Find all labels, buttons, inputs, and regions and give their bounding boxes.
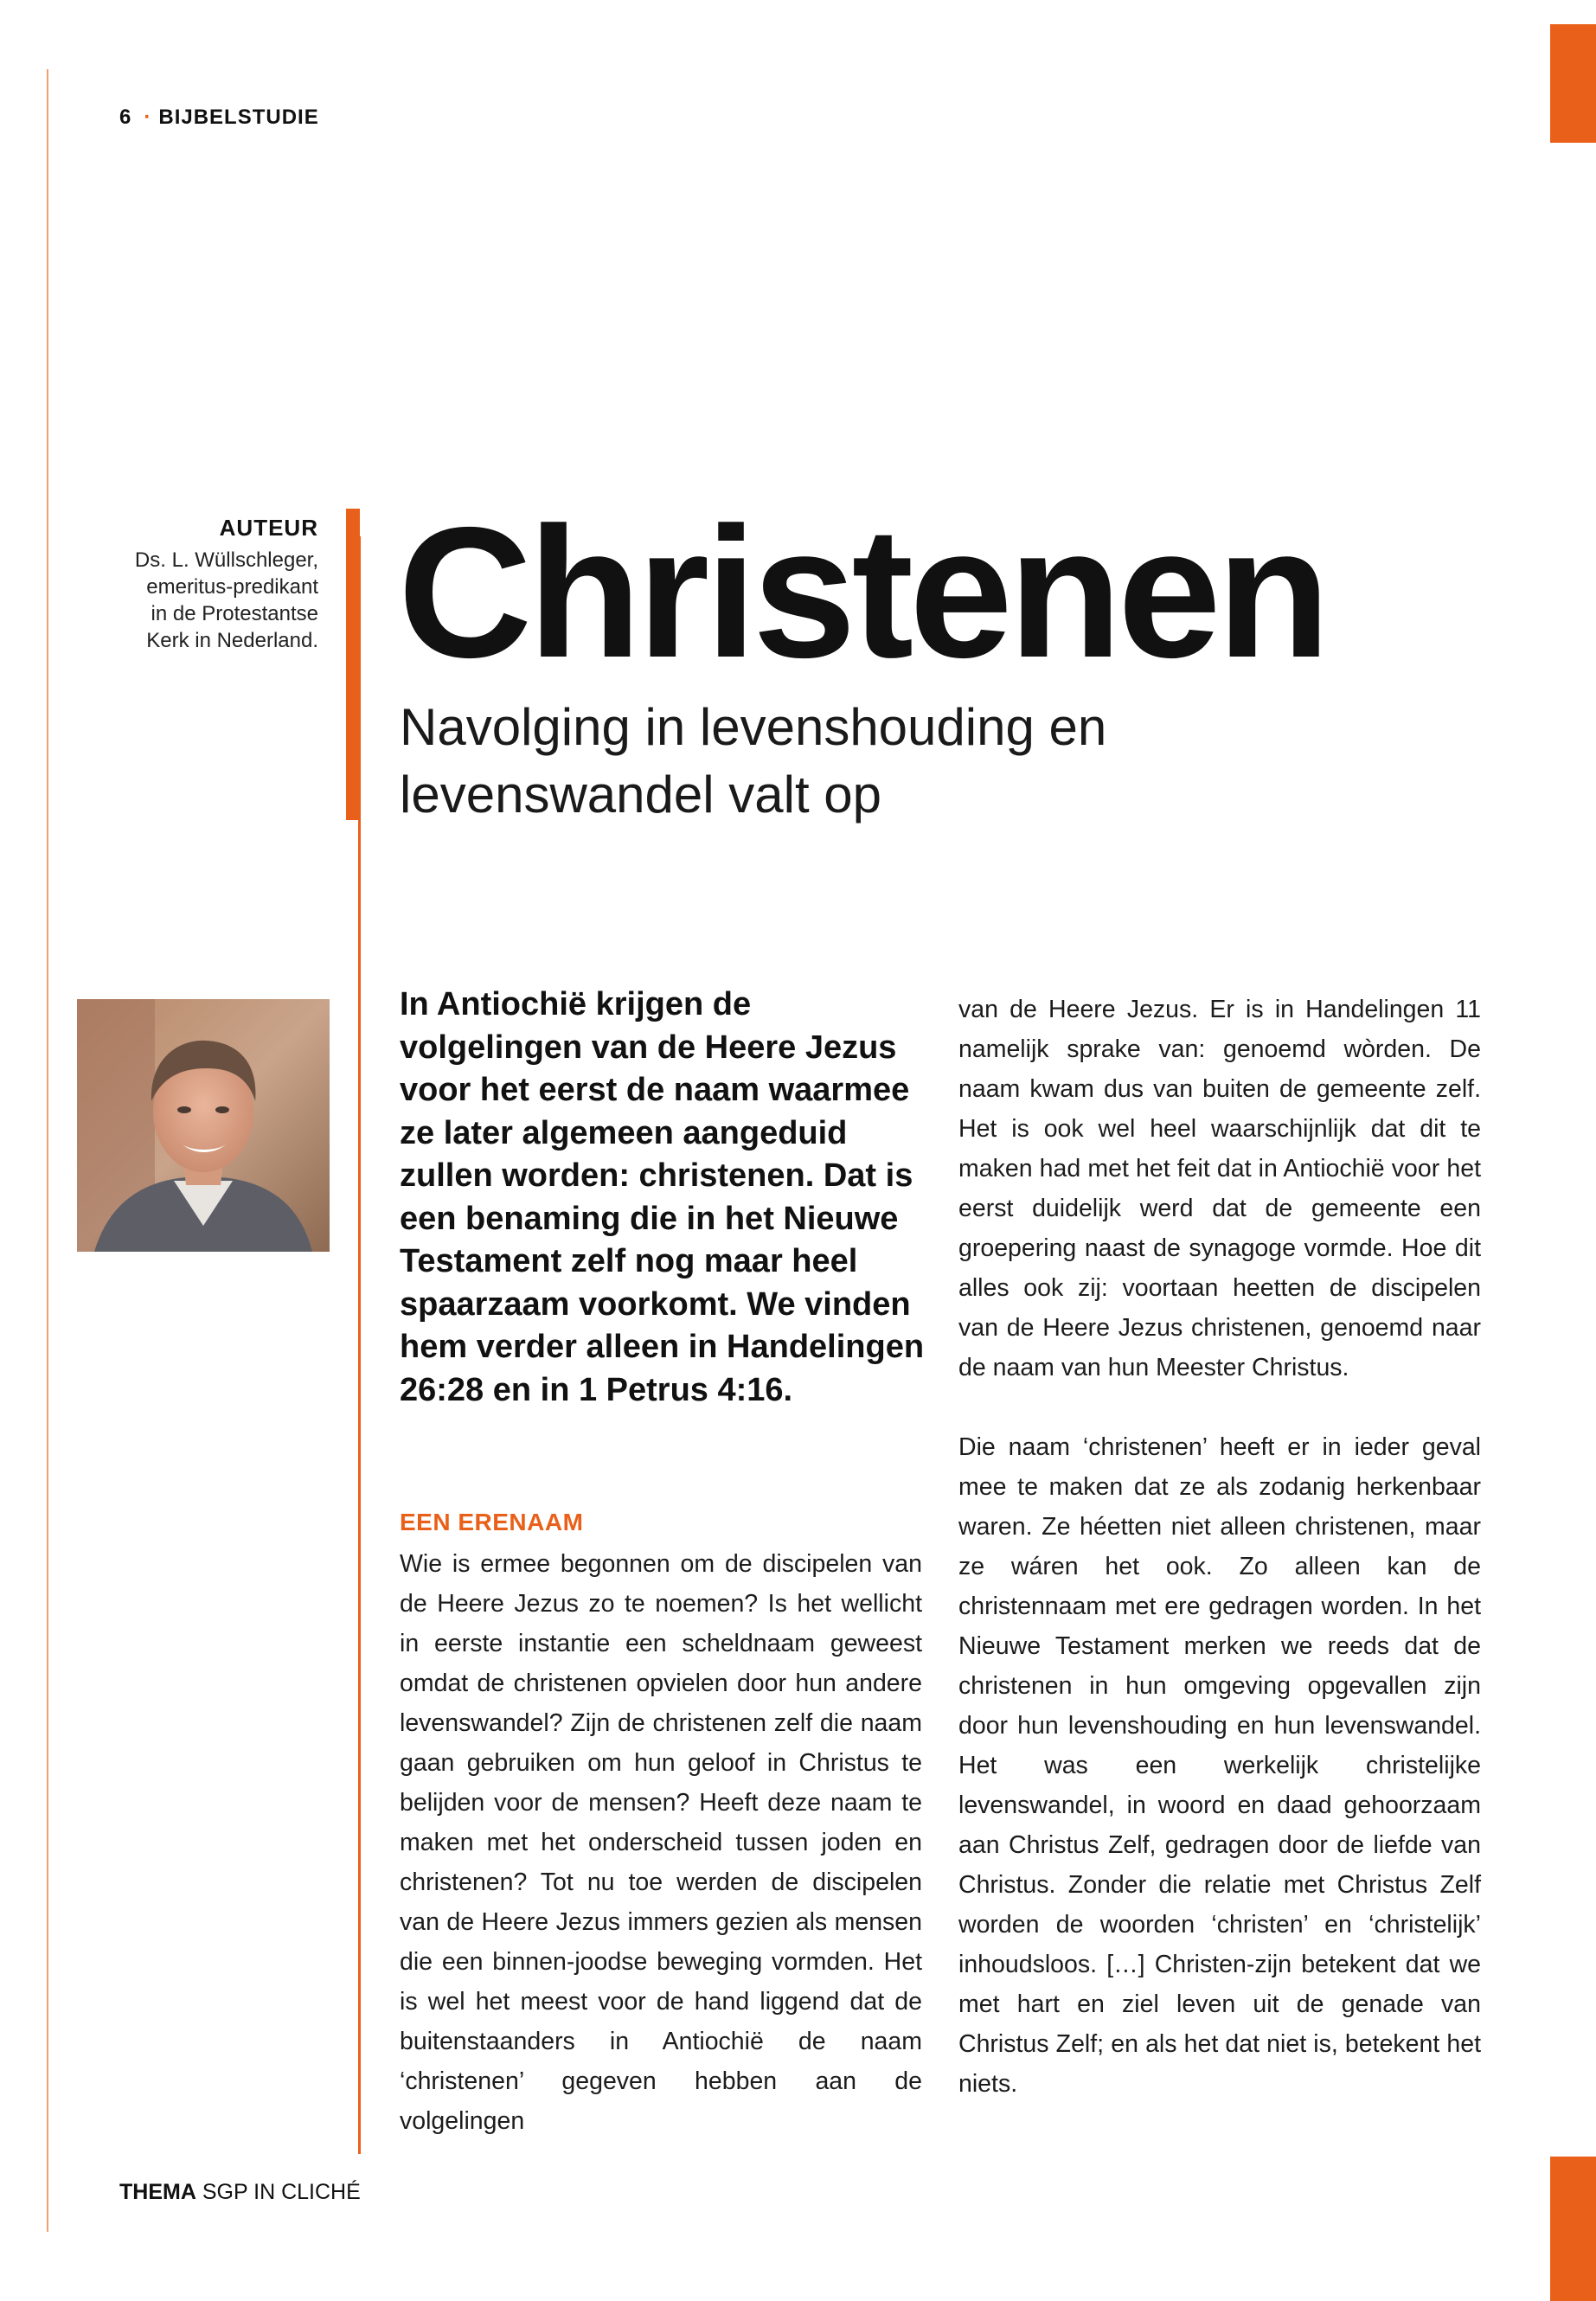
body-paragraph: Die naam ‘christenen’ heeft er in ieder geval mee te maken dat ze als zodanig herkenbaar waren. Ze héetten niet alleen christenen, maar ze wáren het ook. Zo alleen kan de christennaam met ere gedragen worden. In het Nieuwe Testament merken we reeds dat de christenen in hun omgeving opgevallen zijn door hun levenshouding en hun levenswandel. Het was een werkelijk christelijke levenswandel, in woord en daad gehoorzaam aan Christus Zelf, gedragen door de liefde van Christus. Zonder die relatie met Christus Zelf worden de woorden ‘christen’ en ‘christelijk’ inhoudsloos. […] Christen-zijn betekent dat we met hart en ziel leven uit de genade van Christus Zelf; en als het dat niet is, betekent het niets. <box>958 1433 1481 2098</box>
body-column-right <box>958 990 1481 2104</box>
footer-brand-text: SGP IN CLICHÉ <box>195 2180 361 2204</box>
title-accent-bar <box>346 509 360 820</box>
section-heading: EEN ERENAAM <box>400 1509 584 1535</box>
author-line: in de Protestantse <box>151 602 318 625</box>
orange-edge-tab-bottom <box>1550 2157 1596 2301</box>
section-label: BIJBELSTUDIE <box>158 106 319 129</box>
article-subtitle <box>400 694 1438 829</box>
subtitle-line: levenswandel valt op <box>400 766 882 824</box>
margin-line <box>47 69 48 2232</box>
page-number: 6 <box>119 106 132 129</box>
author-line: Ds. L. Wüllschleger, <box>134 548 318 572</box>
footer-brand <box>119 2180 361 2205</box>
author-bio <box>87 547 318 654</box>
article-title: Christenen <box>398 488 1326 696</box>
subtitle-line: Navolging in levenshouding en <box>400 698 1107 756</box>
author-line: Kerk in Nederland. <box>146 629 318 652</box>
author-block <box>87 515 318 654</box>
intro-paragraph: In Antiochië krijgen de volgelingen van de Heere Jezus voor het eerst de naam waarmee ze later algemeen aangeduid zullen worden: christenen. Dat is een benaming die in het Nieuwe Testament zelf nog maar heel spaarzaam voorkomt. We vinden hem verder alleen in Handelingen 26:28 en in 1 Petrus 4:16. <box>400 986 925 1408</box>
orange-edge-tab-top <box>1550 24 1596 143</box>
body-paragraph: van de Heere Jezus. Er is in Handelingen 11 namelijk sprake van: genoemd wòrden. De naam kwam dus van buiten de gemeente zelf. Het is ook wel heel waarschijnlijk dat dit te maken had met het feit dat in Antiochië voor het eerst duidelijk werd dat de gemeente een groepering naast de synagoge vormde. Hoe dit alles ook zij: voortaan heetten de discipelen van de Heere Jezus christenen, genoemd naar de naam van hun Meester Christus. <box>958 996 1481 1381</box>
author-label: AUTEUR <box>219 515 318 541</box>
author-line: emeritus-predikant <box>146 575 318 599</box>
body-column-left: Wie is ermee begonnen om de discipelen van de Heere Jezus zo te noemen? Is het wellicht in eerste instantie een scheldnaam geweest omdat de christenen opvielen door hun andere levenswandel? Zijn de christenen zelf die naam gaan gebruiken om hun geloof in Christus te belijden voor de mensen? Heeft deze naam te maken met het onderscheid tussen joden en christenen? Tot nu toe werden de discipelen van de Heere Jezus immers gezien als mensen die een binnen-joodse beweging vormden. Het is wel het meest voor de hand liggend dat de buitenstaanders in Antiochië de naam ‘christenen’ gegeven hebben aan de volgelingen <box>400 1550 922 2135</box>
header-separator: · <box>144 106 152 129</box>
footer-brand-name: THEMA <box>119 2180 196 2204</box>
running-head <box>119 106 319 130</box>
author-photo <box>77 999 330 1252</box>
